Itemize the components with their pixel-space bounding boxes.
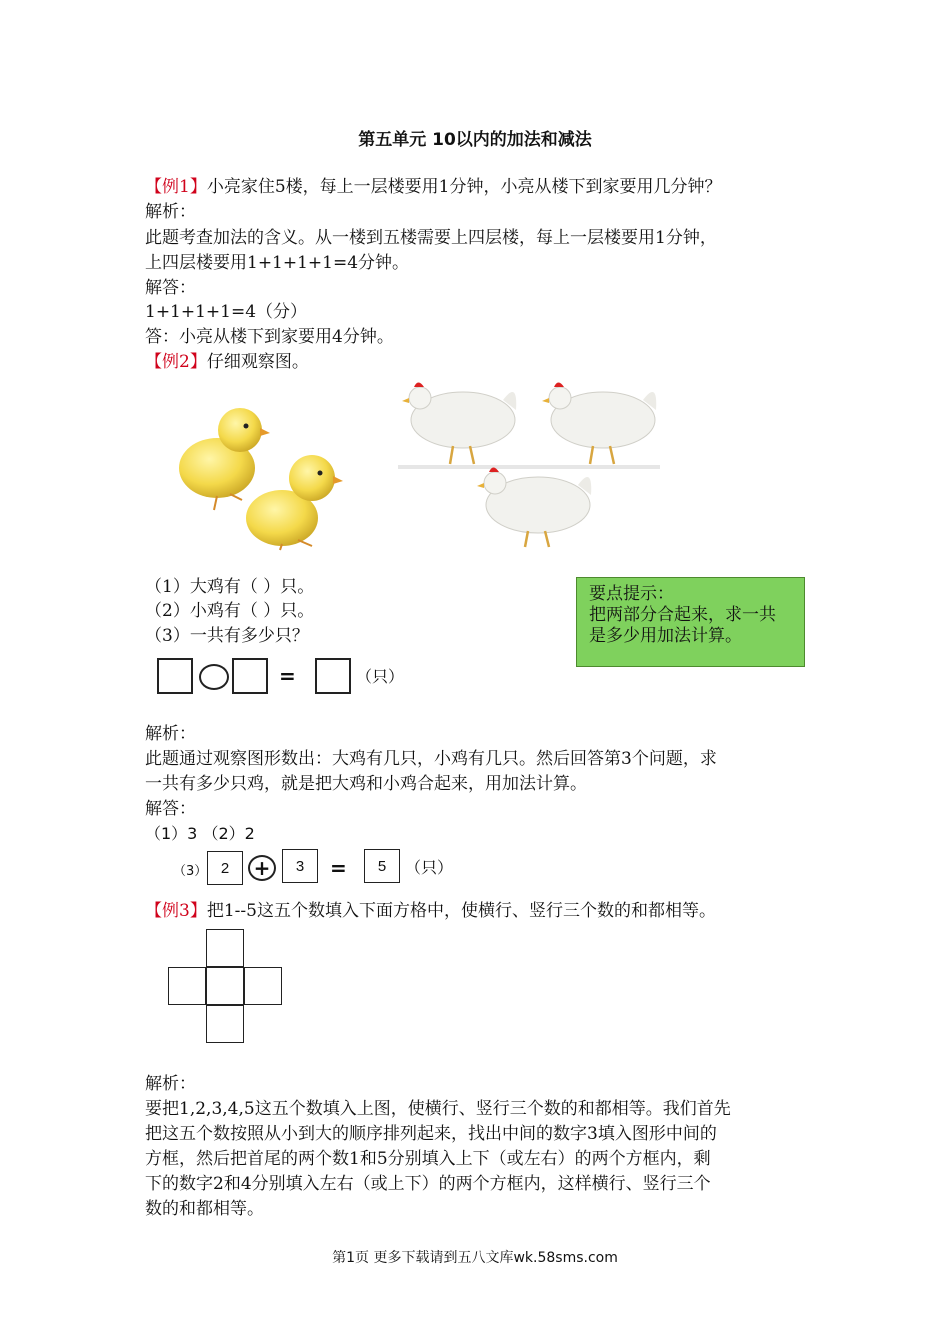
hen-1-icon [402, 383, 516, 465]
chick-2-icon [246, 455, 343, 550]
example-1-answer-line-1: 1+1+1+1=4（分） [145, 302, 308, 322]
example-1-question [145, 175, 721, 199]
example-3-question [145, 899, 716, 923]
grid-cell-top [206, 929, 244, 967]
answer-plus-operator: + [248, 855, 276, 881]
example-3-analysis-line-1: 要把1,2,3,4,5这五个数填入上图，使横行、竖行三个数的和都相等。我们首先 [145, 1099, 731, 1119]
blank-box-second-addend [232, 658, 268, 694]
example-2-analysis-line-2: 一共有多少只鸡，就是把大鸡和小鸡合起来，用加法计算。 [145, 774, 587, 794]
answer-unit: （只） [405, 858, 454, 877]
example-1-analysis-label: 解析： [145, 202, 196, 222]
example-2-answer-line-1: （1）3 （2）2 [145, 824, 255, 843]
chick-1-icon [179, 408, 270, 510]
example-2-answer-label: 解答： [145, 799, 196, 819]
example-1-answer-line-2: 答：小亮从楼下到家要用4分钟。 [145, 327, 394, 347]
key-point-hint-box [576, 577, 805, 667]
equation-unit: （只） [356, 667, 405, 686]
example-3-question-text: 把1--5这五个数填入下面方格中，使横行、竖行三个数的和都相等。 [206, 901, 716, 921]
equation-equals-sign: = [279, 664, 296, 688]
answer-box-first-addend: 2 [207, 851, 243, 885]
example-2-question [145, 350, 309, 374]
example-2-question-3: （3）一共有多少只？ [145, 626, 309, 646]
example-1-question-text: 小亮家住5楼，每上一层楼要用1分钟，小亮从楼下到家要用几分钟？ [206, 177, 722, 197]
example-3-analysis-line-3: 方框，然后把首尾的两个数1和5分别填入上下（或左右）的两个方框内，剩 [145, 1149, 711, 1169]
example-2-question-text: 仔细观察图。 [206, 352, 309, 372]
answer-box-second-addend: 3 [282, 849, 318, 883]
grid-cell-center [206, 967, 244, 1005]
hen-2-icon [542, 383, 656, 465]
grid-cell-left [168, 967, 206, 1005]
example-2-tag: 【例2】 [145, 352, 207, 372]
grid-cell-bottom [206, 1005, 244, 1043]
example-2-question-2: （2）小鸡有（ ）只。 [145, 601, 315, 621]
answer-3-prefix: （3） [173, 864, 208, 879]
hens-illustration [398, 375, 662, 550]
grid-cell-right [244, 967, 282, 1005]
example-2-question-1: （1）大鸡有（ ）只。 [145, 577, 315, 597]
hen-3-icon [477, 468, 591, 548]
blank-operator-circle [199, 664, 229, 690]
example-2-analysis-line-1: 此题通过观察图形数出：大鸡有几只，小鸡有几只。然后回答第3个问题，求 [145, 749, 717, 769]
key-point-hint-title: 要点提示： [589, 584, 674, 604]
example-1-analysis-line-1: 此题考查加法的含义。从一楼到五楼需要上四层楼，每上一层楼要用1分钟， [145, 228, 717, 248]
example-1-tag: 【例1】 [145, 177, 207, 197]
blank-box-result [315, 658, 351, 694]
example-2-analysis-label: 解析： [145, 724, 196, 744]
example-3-tag: 【例3】 [145, 901, 207, 921]
example-1-analysis-line-2: 上四层楼要用1+1+1+1=4分钟。 [145, 253, 410, 273]
answer-equals-sign: = [330, 856, 347, 880]
example-3-analysis-line-2: 把这五个数按照从小到大的顺序排列起来，找出中间的数字3填入图形中间的 [145, 1124, 717, 1144]
key-point-hint-body: 把两部分合起来，求一共是多少用加法计算。 [589, 605, 776, 646]
page-title: 第五单元 10以内的加法和减法 [358, 130, 592, 150]
blank-box-first-addend [157, 658, 193, 694]
page-footer: 第1页 更多下载请到五八文库wk.58sms.com [332, 1250, 618, 1266]
example-3-analysis-line-5: 数的和都相等。 [145, 1199, 264, 1219]
example-3-analysis-line-4: 下的数字2和4分别填入左右（或上下）的两个方框内，这样横行、竖行三个 [145, 1174, 711, 1194]
example-1-answer-label: 解答： [145, 278, 196, 298]
chicks-illustration [172, 400, 352, 552]
example-3-analysis-label: 解析： [145, 1074, 196, 1094]
answer-box-result: 5 [364, 849, 400, 883]
